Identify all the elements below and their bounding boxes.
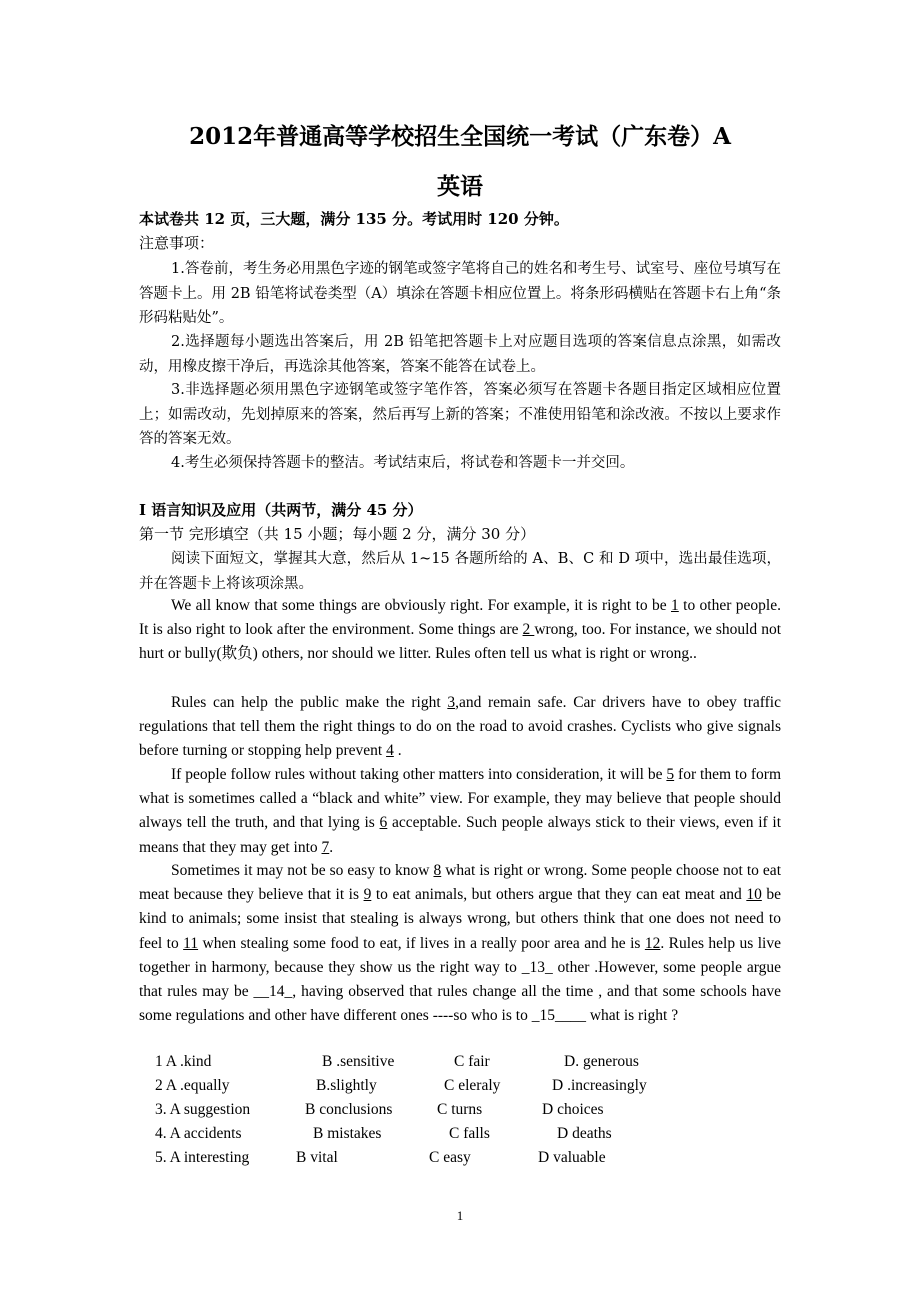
option-d: D deaths [557, 1125, 612, 1142]
option-row-3 [155, 1101, 715, 1123]
option-d: D valuable [538, 1149, 606, 1166]
passage-text: for them to form what is sometimes called a “black and white” view. For example, they may believe that people should always tell the truth, and that lying is [139, 766, 781, 832]
passage-text: . [329, 838, 334, 856]
passage-text: If people follow rules without taking other matters into consideration, it will be [171, 766, 667, 783]
passage-paragraph-2 [139, 691, 781, 764]
part-instruction: 阅读下面短文，掌握其大意，然后从 1~15 各题所给的 A、B、C 和 D 项中，选出最佳选项，并在答题卡上将该项涂黑。 [139, 551, 781, 592]
option-c: C easy [429, 1149, 471, 1166]
option-b: B conclusions [305, 1101, 393, 1118]
page-number: 1 [456, 1208, 464, 1223]
option-d: D choices [542, 1101, 604, 1118]
subject-title: 英语 [437, 173, 483, 200]
blank-11: 11 [183, 934, 199, 952]
exam-title: 2012年普通高等学校招生全国统一考试（广东卷）A [189, 123, 731, 150]
blank-10: 10 [746, 886, 762, 904]
passage-text: . [393, 742, 402, 760]
passage-text: be kind to animals; some insist that stealing is always wrong, but others think that one does not need to feel to [139, 886, 781, 952]
blank-8: 8 [433, 862, 442, 879]
exam-summary: 本试卷共 12 页，三大题，满分 135 分。考试用时 120 分钟。 [139, 210, 569, 228]
option-row-1 [155, 1053, 715, 1075]
option-b: B.slightly [316, 1077, 377, 1094]
passage-text: to eat animals, but others argue that they can eat meat and [371, 886, 747, 904]
passage-paragraph-1 [139, 594, 781, 667]
option-a: 1 A .kind [155, 1053, 212, 1070]
passage-text: We all know that some things are obviously right. For example, it is right to be [171, 597, 672, 614]
option-c: C falls [449, 1125, 490, 1142]
passage-text: to other people. It is also right to look after the environment. Some things are [139, 597, 781, 639]
passage-paragraph-3 [139, 763, 781, 860]
blank-12: 12 [644, 934, 661, 952]
passage-text: when stealing some food to eat, if lives in a really poor area and he is [198, 934, 645, 952]
option-a: 4. A accidents [155, 1125, 242, 1142]
note-2: 2.选择题每小题选出答案后，用 2B 铅笔把答题卡上对应题目选项的答案信息点涂黑，如需改动，用橡皮擦干净后，再选涂其他答案，答案不能答在试卷上。 [139, 334, 781, 375]
option-b: B vital [296, 1149, 338, 1166]
passage-text: Sometimes it may not be so easy to know [171, 862, 434, 879]
section-heading: I 语言知识及应用（共两节，满分 45 分） [139, 501, 423, 519]
blank-4: 4 [386, 742, 394, 760]
part-title: 第一节 完形填空（共 15 小题；每小题 2 分，满分 30 分） [139, 525, 536, 543]
option-c: C turns [437, 1101, 483, 1118]
option-a: 2 A .equally [155, 1077, 230, 1094]
passage-text: wrong, too. For instance, we should not hurt or bully(欺负) others, nor should we litter. Rules often tell us what is right or wrong.. [139, 621, 782, 663]
blank-2: 2 [522, 621, 535, 639]
blank-5: 5 [666, 766, 675, 783]
option-a: 3. A suggestion [155, 1101, 251, 1118]
option-b: B mistakes [313, 1125, 382, 1142]
blank-7: 7 [321, 838, 330, 856]
option-row-4 [155, 1125, 715, 1147]
option-d: D. generous [564, 1053, 639, 1070]
option-d: D .increasingly [552, 1077, 647, 1094]
blank-3: 3 [447, 694, 456, 711]
option-a: 5. A interesting [155, 1149, 250, 1166]
option-c: C fair [454, 1053, 490, 1070]
option-row-5 [155, 1149, 715, 1171]
option-b: B .sensitive [322, 1053, 395, 1070]
note-1: 1.答卷前，考生务必用黑色字迹的钢笔或签字笔将自己的姓名和考生号、试室号、座位号填写在答题卡上。用 2B 铅笔将试卷类型（A）填涂在答题卡相应位置上。将条形码横贴在答题卡右上角“条形码粘贴处”。 [139, 261, 781, 326]
passage-text: Rules can help the public make the right [171, 694, 448, 711]
blank-1: 1 [671, 597, 679, 614]
passage-text: ,and remain safe. Car drivers have to obey traffic regulations that tell them the right things to do on the road to avoid crashes. Cyclists who give signals before turning or stopping help prevent [139, 694, 781, 760]
notes-title: 注意事项： [139, 234, 215, 252]
option-row-2 [155, 1077, 715, 1099]
note-4: 4.考生必须保持答题卡的整洁。考试结束后，将试卷和答题卡一并交回。 [171, 455, 635, 471]
note-3: 3.非选择题必须用黑色字迹钢笔或签字笔作答，答案必须写在答题卡各题目指定区域相应位置上；如需改动，先划掉原来的答案，然后再写上新的答案；不准使用铅笔和涂改液。不按以上要求作答的答案无效。 [139, 382, 781, 447]
passage-text: acceptable. Such people always stick to their views, even if it means that they may get into [139, 814, 782, 856]
passage-text: . Rules help us live together in harmony, because they show us the right way to _13_ other .However, some people argue that rules may be __14_, having observed that rules change all the time , and that some schools have some regulations and other have different ones ----so who is to _15____ what is right ? [139, 934, 781, 1025]
blank-6: 6 [379, 814, 388, 832]
passage-paragraph-4 [139, 859, 781, 1028]
passage-text: what is right or wrong. Some people choose not to eat meat because they believe that it is [139, 862, 781, 904]
blank-9: 9 [363, 886, 372, 904]
option-c: C eleraly [444, 1077, 501, 1094]
